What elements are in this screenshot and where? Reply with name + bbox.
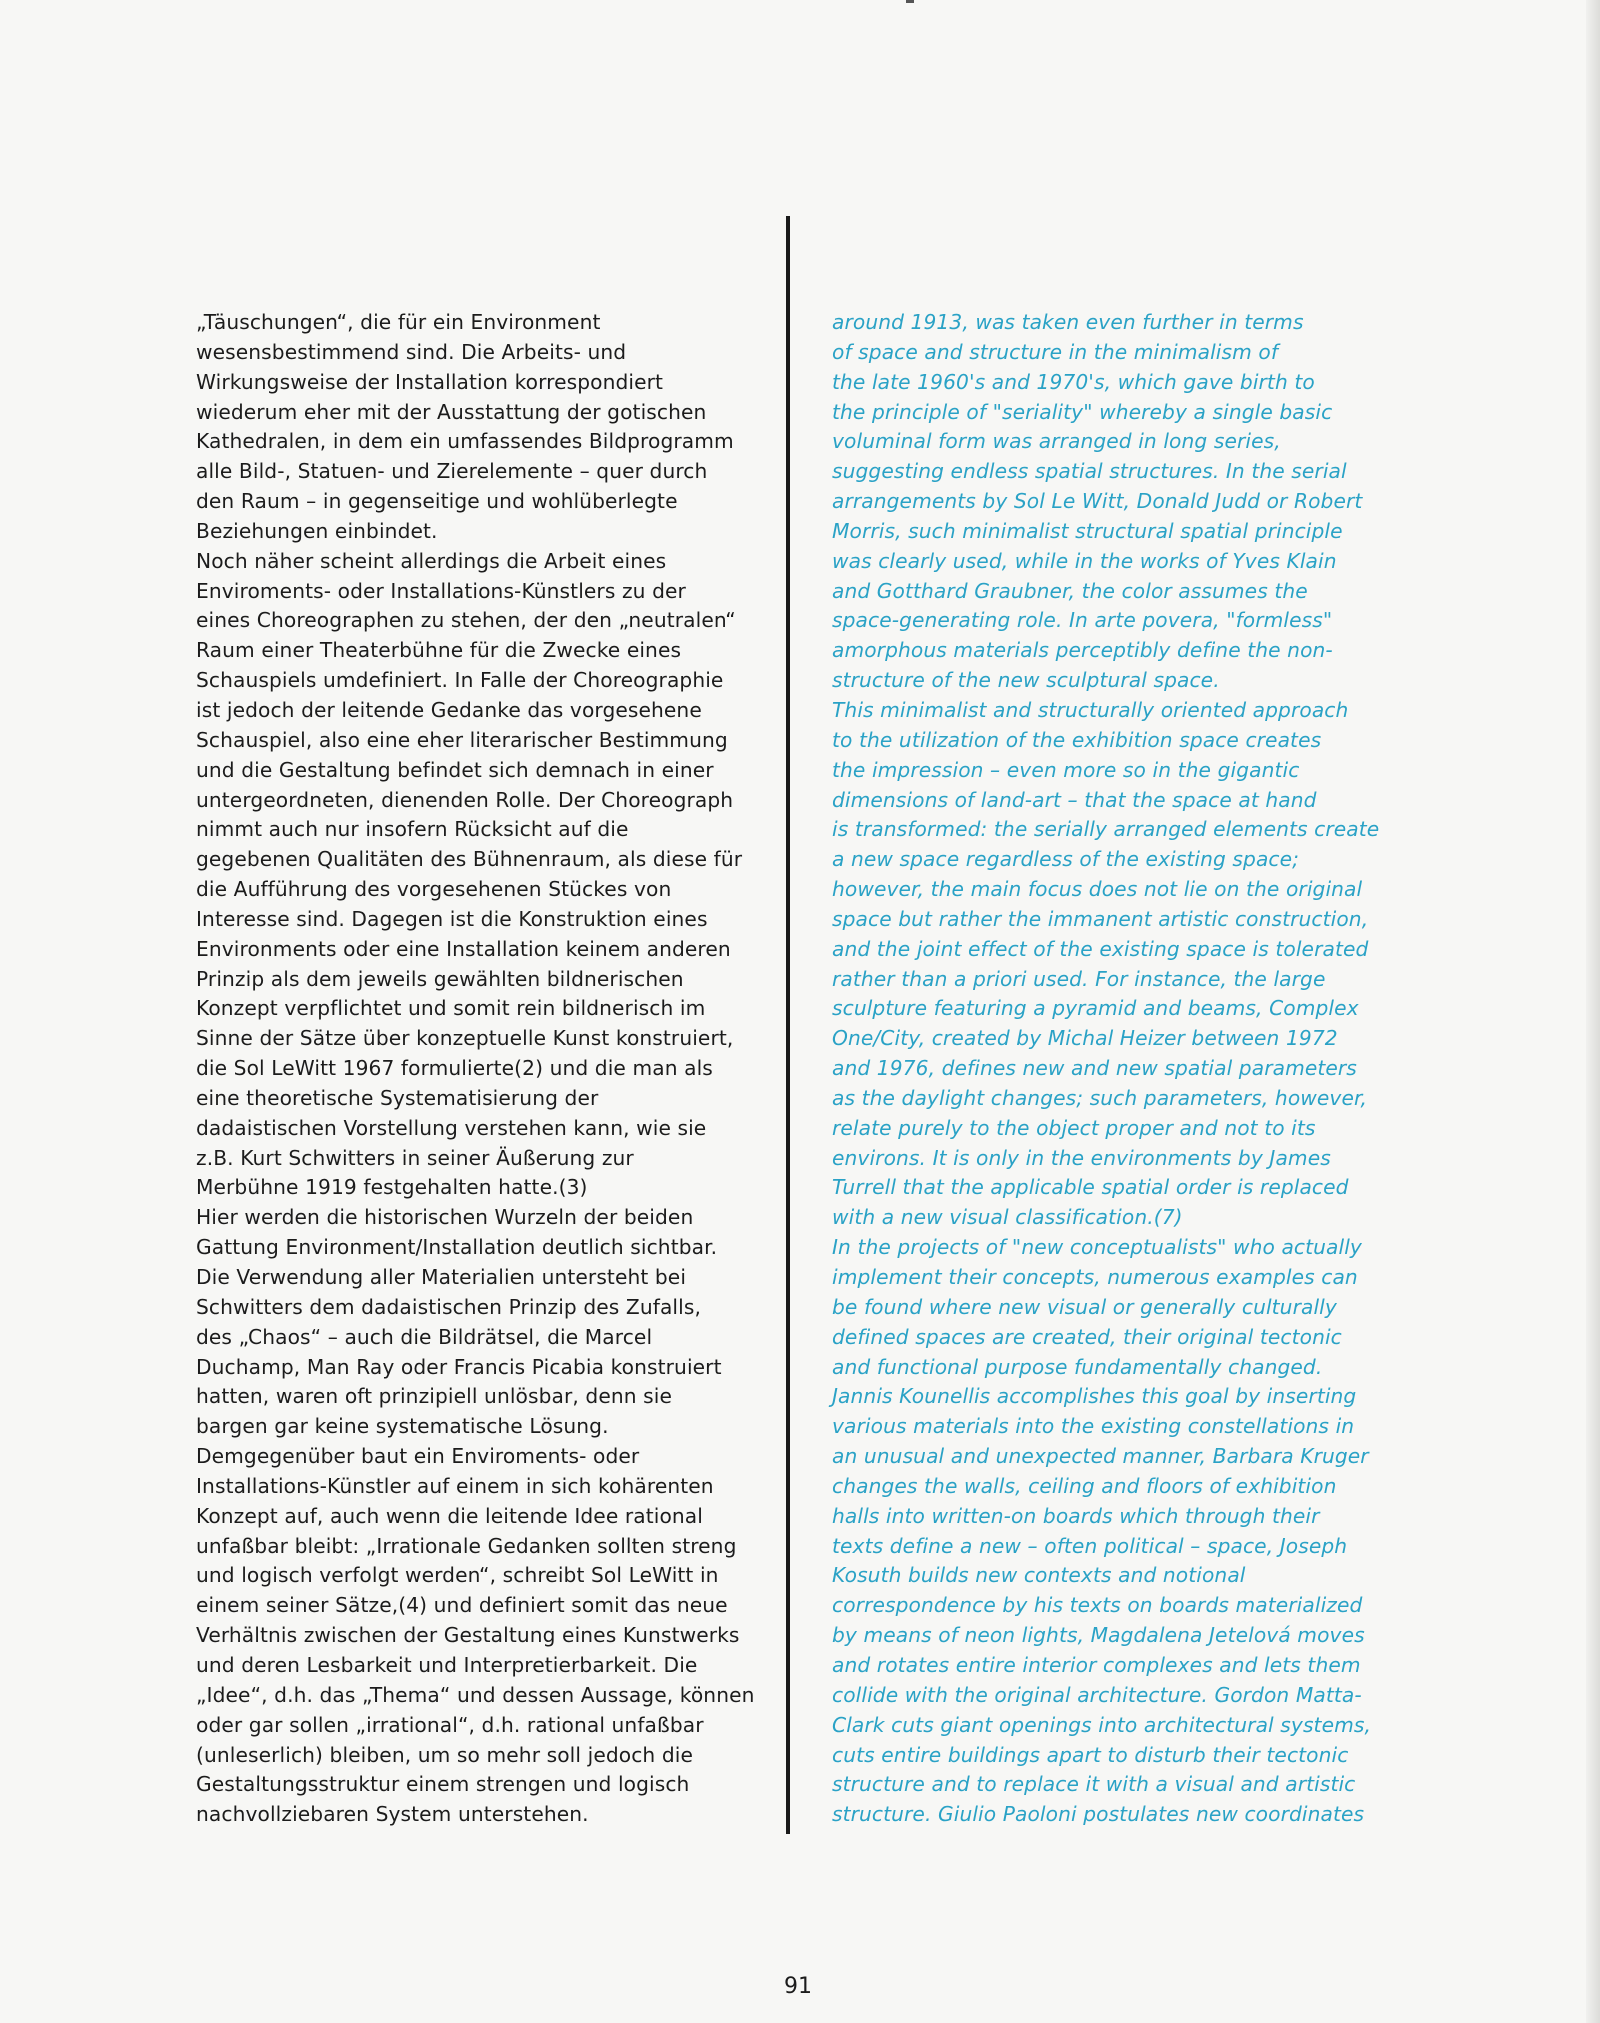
text-line: Schauspiel, also eine eher literarischer Bestimmung [196,727,728,752]
text-line: One/City, created by Michal Heizer between 1972 [832,1026,1338,1051]
text-line: dimensions of land-art – that the space at hand [832,787,1317,812]
text-line: and functional purpose fundamentally changed. [832,1354,1323,1379]
text-line: collide with the original architecture. Gordon Matta- [832,1682,1362,1707]
text-line: Noch näher scheint allerdings die Arbeit eines [196,548,667,573]
text-line: nachvollziebaren System unterstehen. [196,1802,589,1827]
text-line: amorphous materials perceptibly define the non- [832,638,1333,663]
text-line: space-generating role. In arte povera, "formless" [832,608,1333,633]
text-line: ist jedoch der leitende Gedanke das vorgesehene [196,697,702,722]
text-line: die Sol LeWitt 1967 formulierte(2) und die man als [196,1056,713,1081]
text-line: und die Gestaltung befindet sich demnach in einer [196,757,714,782]
text-line: a new space regardless of the existing space; [832,847,1300,872]
text-line: die Aufführung des vorgesehenen Stückes von [196,877,672,902]
text-line: however, the main focus does not lie on the original [832,877,1363,902]
text-line: arrangements by Sol Le Witt, Donald Judd or Robert [832,489,1363,514]
text-line: und logisch verfolgt werden“, schreibt Sol LeWitt in [196,1563,719,1588]
text-line: Demgegenüber baut ein Enviroments- oder [196,1444,640,1469]
page-number: 91 [784,1974,812,1999]
text-line: halls into written-on boards which through their [832,1503,1320,1528]
text-line: Jannis Kounellis accomplishes this goal by inserting [832,1384,1357,1409]
text-line: as the daylight changes; such parameters, however, [832,1085,1368,1110]
text-line: This minimalist and structurally oriented approach [832,697,1349,722]
text-line: by means of neon lights, Magdalena Jetelová moves [832,1623,1365,1648]
english-text-column [832,308,1402,1830]
top-crop-mark [906,0,914,3]
text-line: around 1913, was taken even further in terms [832,310,1304,334]
text-line: with a new visual classification.(7) [832,1205,1183,1230]
column-divider [786,216,790,1834]
text-line: Konzept verpflichtet und somit rein bildnerisch im [196,996,706,1021]
text-line: Installations-Künstler auf einem in sich kohärenten [196,1473,714,1498]
text-line: Beziehungen einbindet. [196,518,438,543]
text-line: In the projects of "new conceptualists" who actually [832,1235,1362,1260]
text-line: (unleserlich) bleiben, um so mehr soll jedoch die [196,1742,693,1767]
german-text-column [196,308,786,1830]
text-line: changes the walls, ceiling and floors of exhibition [832,1473,1337,1498]
text-line: gegebenen Qualitäten des Bühnenraum, als diese für [196,847,743,872]
text-line: texts define a new – often political – space, Joseph [832,1533,1348,1558]
text-line: einem seiner Sätze,(4) und definiert somit das neue [196,1593,728,1618]
text-line: and the joint effect of the existing space is tolerated [832,936,1369,961]
text-line: and 1976, defines new and new spatial parameters [832,1056,1357,1081]
text-line: relate purely to the object proper and not to its [832,1115,1316,1140]
text-line: space but rather the immanent artistic construction, [832,906,1369,931]
text-line: Hier werden die historischen Wurzeln der beiden [196,1205,694,1230]
text-line: sculpture featuring a pyramid and beams, Complex [832,996,1359,1021]
text-line: the impression – even more so in the gigantic [832,757,1300,782]
text-line: eine theoretische Systematisierung der [196,1085,599,1110]
text-line: dadaistischen Vorstellung verstehen kann, wie sie [196,1115,707,1140]
text-line: nimmt auch nur insofern Rücksicht auf die [196,817,629,842]
text-line: hatten, waren oft prinzipiell unlösbar, denn sie [196,1384,673,1409]
text-line: z.B. Kurt Schwitters in seiner Äußerung zur [196,1145,634,1170]
text-line: Verhältnis zwischen der Gestaltung eines Kunstwerks [196,1623,740,1648]
text-line: Kathedralen, in dem ein umfassendes Bildprogramm [196,429,734,454]
text-line: Sinne der Sätze über konzeptuelle Kunst konstruiert, [196,1026,734,1051]
text-line: voluminal form was arranged in long series, [832,429,1281,454]
text-line: Clark cuts giant openings into architectural systems, [832,1712,1371,1737]
text-line: is transformed: the serially arranged elements create [832,817,1380,842]
text-line: Duchamp, Man Ray oder Francis Picabia konstruiert [196,1354,722,1379]
text-line: implement their concepts, numerous examples can [832,1265,1358,1289]
text-line: unfaßbar bleibt: „Irrationale Gedanken sollten streng [196,1533,737,1558]
text-line: eines Choreographen zu stehen, der den „neutralen“ [196,608,736,633]
text-line: alle Bild-, Statuen- und Zierelemente – quer durch [196,459,708,484]
text-line: was clearly used, while in the works of Yves Klain [832,548,1337,573]
text-line: „Täuschungen“, die für ein Environment [196,310,601,334]
text-line: the late 1960's and 1970's, which gave birth to [832,369,1315,394]
text-line: des „Chaos“ – auch die Bildrätsel, die Marcel [196,1324,653,1349]
text-line: Enviroments- oder Installations-Künstlers zu der [196,578,686,603]
text-line: structure and to replace it with a visual and artistic [832,1772,1356,1797]
text-line: den Raum – in gegenseitige und wohlüberlegte [196,489,678,514]
text-line: Environments oder eine Installation keinem anderen [196,936,731,961]
text-line: Schauspiels umdefiniert. In Falle der Choreographie [196,668,724,693]
text-line: wesensbestimmend sind. Die Arbeits- und [196,339,627,364]
page-edge-shadow [1586,0,1600,2023]
text-line: oder gar sollen „irrational“, d.h. rational unfaßbar [196,1712,704,1737]
text-line: Turrell that the applicable spatial order is replaced [832,1175,1349,1200]
text-line: the principle of "seriality" whereby a single basic [832,399,1333,424]
text-line: to the utilization of the exhibition space creates [832,727,1322,752]
text-line: „Idee“, d.h. das „Thema“ und dessen Aussage, können [196,1682,755,1707]
text-line: environs. It is only in the environments by James [832,1145,1331,1170]
text-line: untergeordneten, dienenden Rolle. Der Choreograph [196,787,734,812]
text-line: Gestaltungsstruktur einem strengen und logisch [196,1772,690,1797]
text-line: correspondence by his texts on boards materialized [832,1593,1363,1618]
text-line: Wirkungsweise der Installation korrespondiert [196,369,664,394]
text-line: be found where new visual or generally culturally [832,1294,1337,1319]
text-line: Die Verwendung aller Materialien untersteht bei [196,1265,687,1289]
text-line: und deren Lesbarkeit und Interpretierbarkeit. Die [196,1652,698,1677]
text-line: an unusual and unexpected manner, Barbara Kruger [832,1444,1369,1469]
text-line: rather than a priori used. For instance, the large [832,966,1326,991]
text-line: defined spaces are created, their original tectonic [832,1324,1342,1349]
text-line: various materials into the existing constellations in [832,1414,1355,1439]
text-line: Morris, such minimalist structural spatial principle [832,518,1343,543]
text-line: cuts entire buildings apart to disturb their tectonic [832,1742,1349,1767]
text-line: Kosuth builds new contexts and notional [832,1563,1246,1588]
text-line: and rotates entire interior complexes and lets them [832,1652,1361,1677]
text-line: Prinzip als dem jeweils gewählten bildnerischen [196,966,684,991]
text-line: Raum einer Theaterbühne für die Zwecke eines [196,638,682,663]
text-line: suggesting endless spatial structures. In the serial [832,459,1347,484]
text-line: wiederum eher mit der Ausstattung der gotischen [196,399,707,424]
text-line: Merbühne 1919 festgehalten hatte.(3) [196,1175,588,1200]
text-line: Konzept auf, auch wenn die leitende Idee rational [196,1503,703,1528]
text-line: bargen gar keine systematische Lösung. [196,1414,609,1439]
text-line: structure of the new sculptural space. [832,668,1220,693]
text-line: Gattung Environment/Installation deutlich sichtbar. [196,1235,718,1260]
text-line: structure. Giulio Paoloni postulates new coordinates [832,1802,1365,1827]
text-line: Schwitters dem dadaistischen Prinzip des Zufalls, [196,1294,701,1319]
text-line: of space and structure in the minimalism of [832,339,1279,364]
text-line: and Gotthard Graubner, the color assumes the [832,578,1308,603]
text-line: Interesse sind. Dagegen ist die Konstruktion eines [196,906,708,931]
